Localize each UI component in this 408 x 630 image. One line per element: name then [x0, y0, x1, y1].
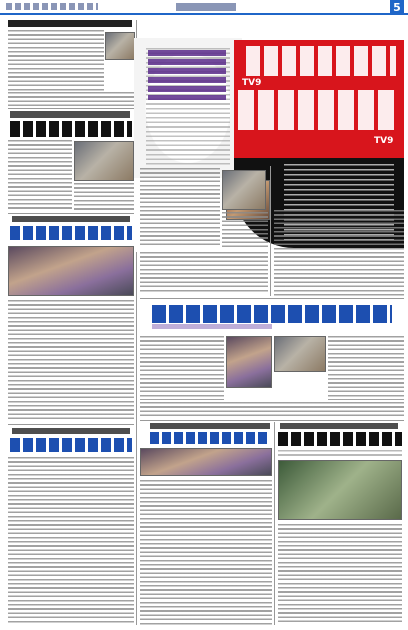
article-5-body: [140, 168, 220, 248]
article-3-photo: [8, 246, 134, 296]
article-1-body-cont: [8, 92, 134, 106]
promo-tv9-mark-2: TV9: [374, 136, 394, 146]
promo-title-line-2: [238, 90, 398, 130]
divider: [8, 213, 134, 214]
banner-headline: [152, 305, 392, 323]
article-3-body: [8, 300, 134, 420]
article-5-caption: [222, 212, 268, 248]
header-masthead: [176, 3, 236, 11]
article-7-photo-2: [274, 336, 326, 372]
article-2-kicker: [10, 111, 130, 118]
article-1-kicker: [8, 20, 132, 27]
article-8-headline: [150, 432, 270, 444]
article-9-subhead: [278, 450, 402, 456]
article-5-body-cont: [140, 252, 268, 294]
divider: [8, 424, 134, 425]
article-9-photo: [278, 460, 402, 520]
article-9-headline: [278, 432, 402, 446]
article-1-photo: [105, 32, 135, 60]
banner-subhead: [152, 324, 272, 329]
article-8-kicker: [150, 423, 270, 429]
header-dateline: [6, 3, 98, 10]
article-8-body: [140, 480, 272, 625]
article-3-kicker: [12, 216, 130, 222]
page-number: 5: [390, 0, 404, 15]
column-rule: [274, 422, 275, 625]
article-4-headline: [10, 438, 132, 452]
promo-tv9-mark: TV9: [242, 78, 262, 88]
article-5-photo: [222, 170, 266, 210]
promo-cloud-headline: [148, 50, 226, 100]
article-4-body: [8, 457, 134, 625]
article-2-body: [8, 140, 72, 210]
article-2-headline: [10, 121, 132, 137]
article-7-body-right: [328, 336, 404, 400]
article-7-photo: [226, 336, 272, 388]
article-9-kicker: [280, 423, 398, 429]
article-2-photo: [74, 141, 134, 181]
article-4-kicker: [12, 428, 130, 434]
article-1-body: [8, 30, 104, 92]
article-9-body: [278, 524, 402, 625]
column-rule: [270, 166, 271, 296]
article-7-body-cont: [140, 402, 404, 418]
article-7-body: [140, 336, 224, 400]
article-3-headline: [10, 226, 132, 240]
article-2-body-cont: [74, 183, 134, 210]
divider: [140, 420, 404, 421]
divider: [8, 108, 134, 109]
article-8-photo: [140, 448, 272, 476]
promo-title-line-1: [246, 46, 396, 76]
article-6-body: [274, 210, 404, 296]
divider: [140, 298, 404, 299]
